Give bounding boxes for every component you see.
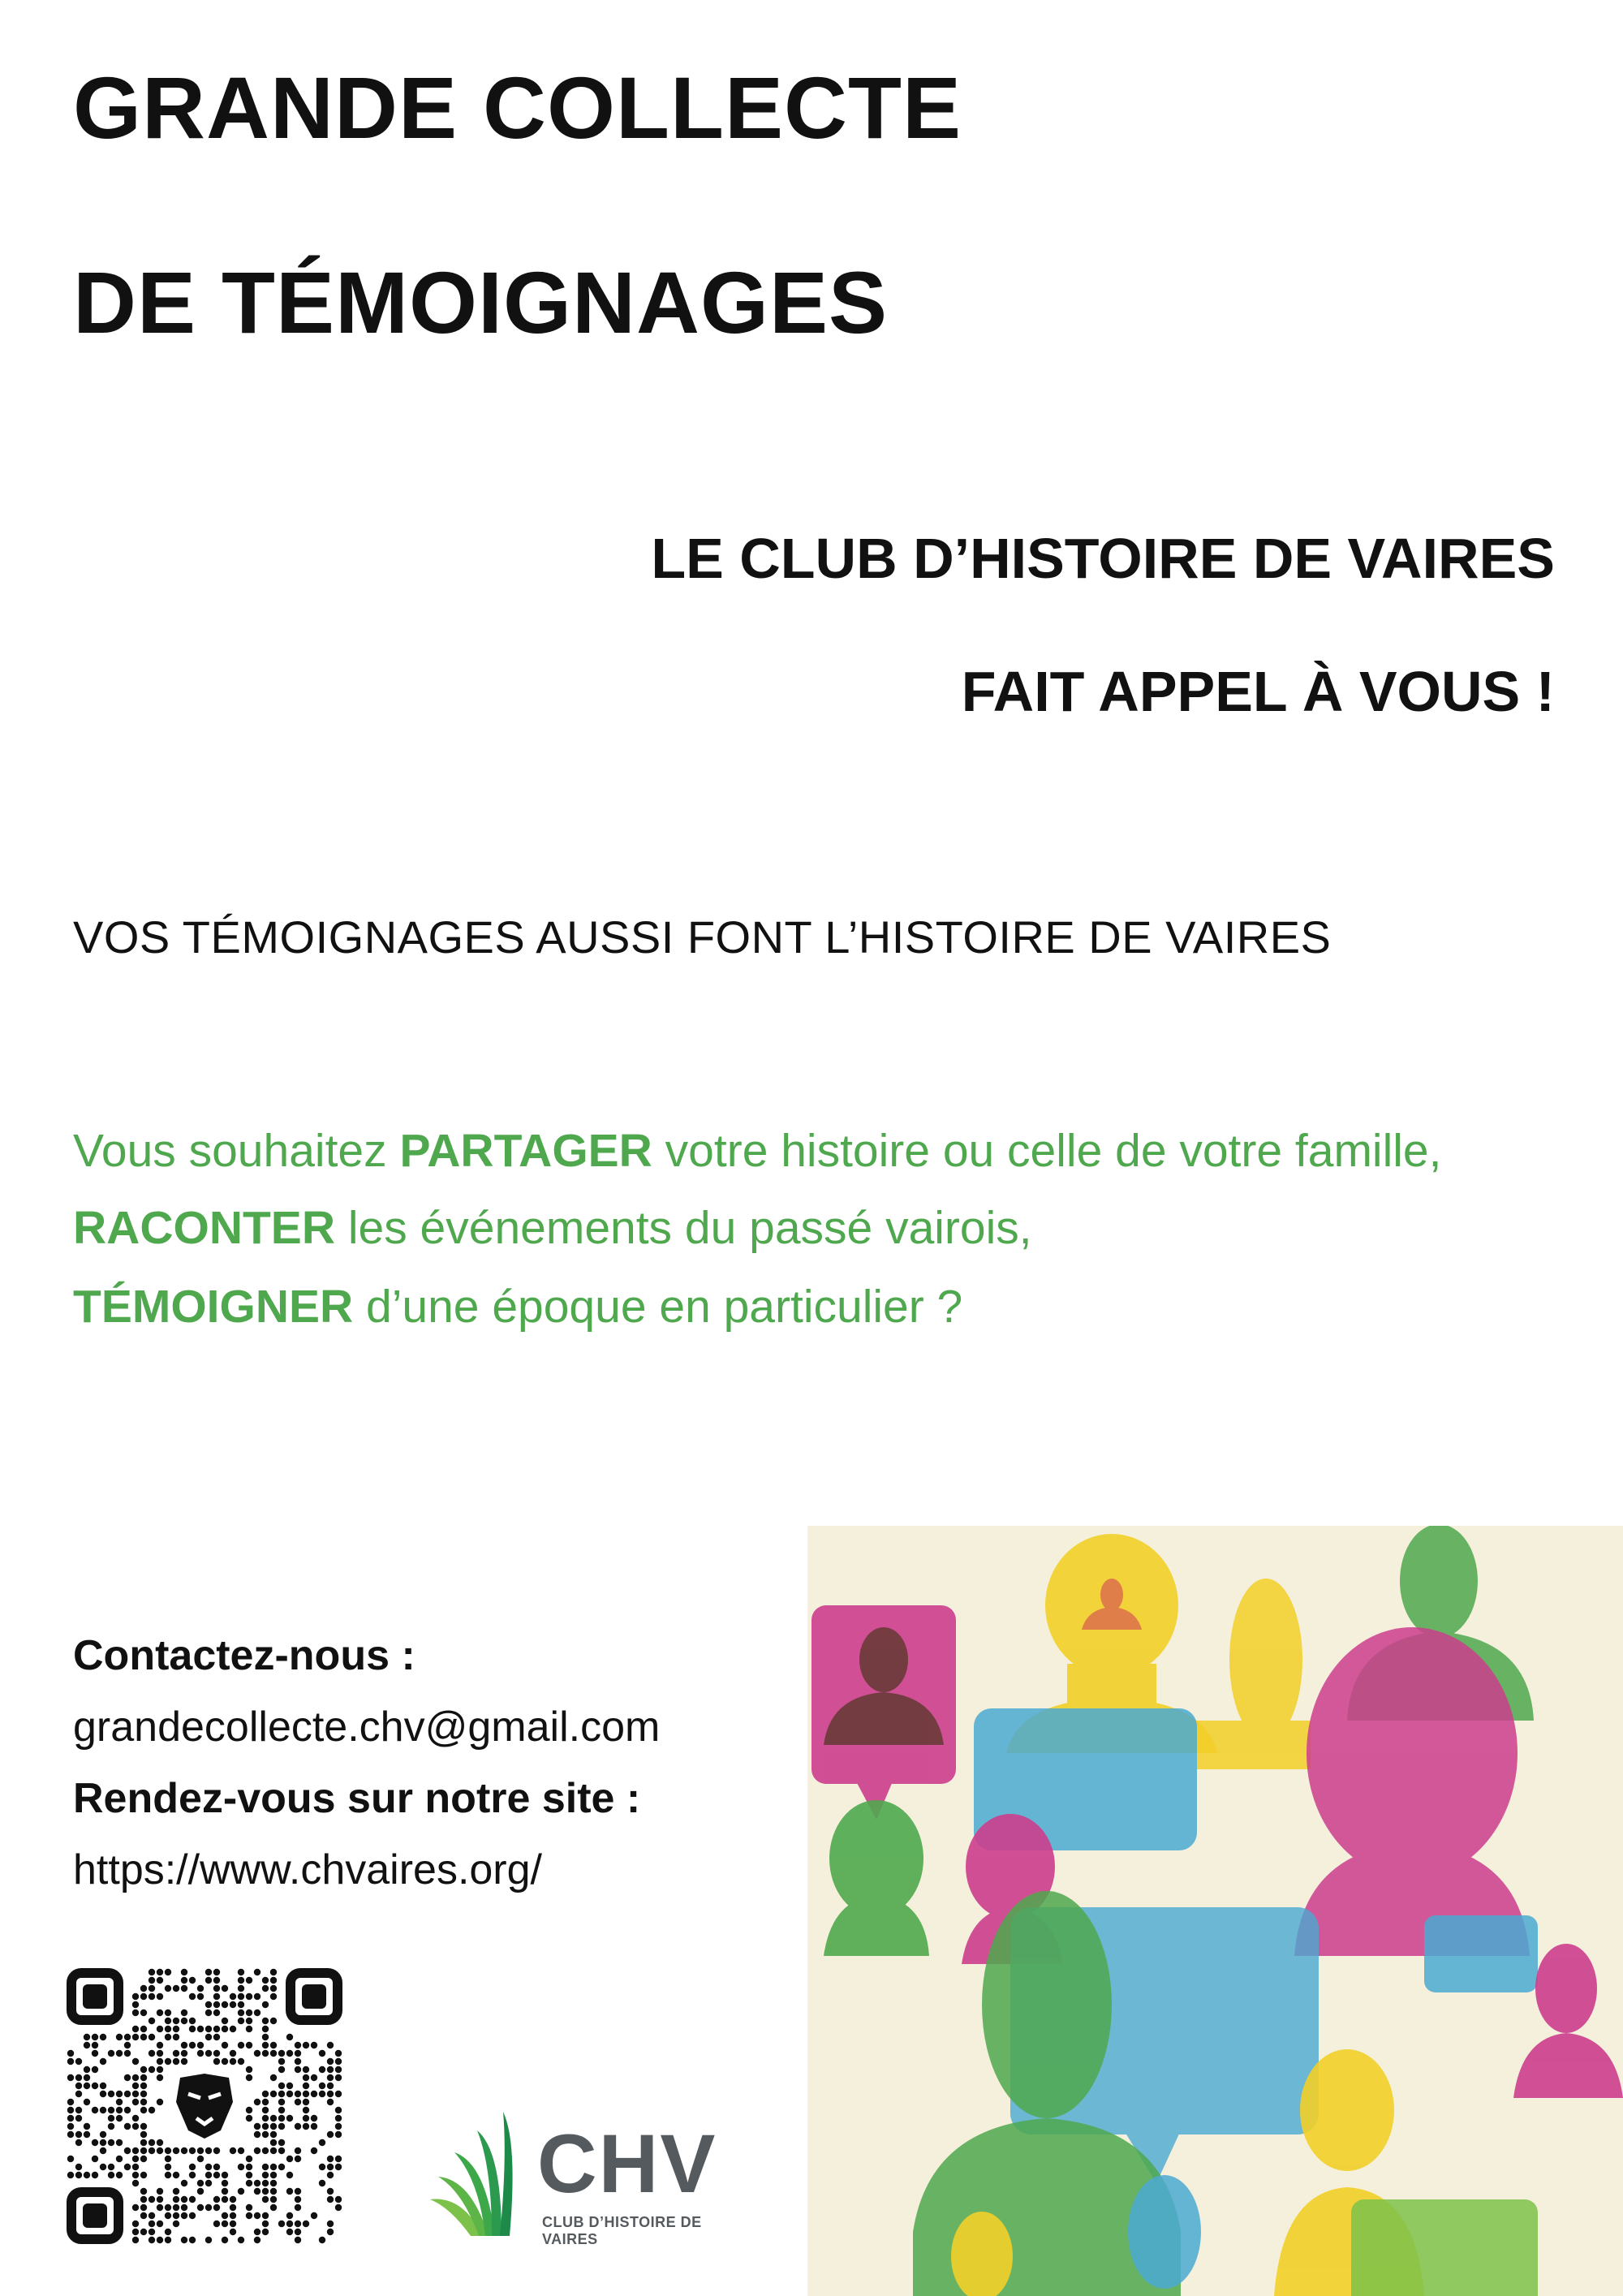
- site-heading: Rendez-vous sur notre site :: [73, 1775, 641, 1822]
- person-silhouette-blue-bottom: [1128, 2175, 1201, 2289]
- title-line-2: DE TÉMOIGNAGES: [73, 253, 889, 351]
- speech-bubble-blue-small: [1424, 1915, 1538, 1992]
- logo-full-name: CLUB D’HISTOIRE DE VAIRES: [542, 2214, 702, 2247]
- appeal-line-1: LE CLUB D’HISTOIRE DE VAIRES: [651, 527, 1555, 590]
- appeal-line-2: FAIT APPEL À VOUS !: [961, 660, 1555, 723]
- question-line-2: [73, 1201, 1032, 1255]
- speech-bubble-green-bottom: [1351, 2199, 1538, 2296]
- keyword-partager: PARTAGER: [399, 1125, 652, 1177]
- title-line-1: GRANDE COLLECTE: [73, 58, 962, 157]
- chv-logo: [414, 2102, 755, 2247]
- green-fan-icon: [414, 2102, 536, 2240]
- people-speech-illustration: [807, 1526, 1623, 2296]
- question-line-1-post: votre histoire ou celle de votre famille,: [652, 1125, 1442, 1177]
- tagline: VOS TÉMOIGNAGES AUSSI FONT L’HISTOIRE DE VAIRES: [73, 911, 1332, 963]
- contact-email[interactable]: grandecollecte.chv@gmail.com: [73, 1704, 661, 1751]
- question-line-3-post: d’une époque en particulier ?: [353, 1281, 963, 1333]
- lion-head-icon: [168, 2070, 241, 2143]
- keyword-temoigner: TÉMOIGNER: [73, 1281, 354, 1333]
- contact-heading: Contactez-nous :: [73, 1632, 415, 1679]
- question-line-1-pre: Vous souhaitez: [73, 1125, 400, 1177]
- question-line-2-post: les événements du passé vairois,: [335, 1202, 1032, 1254]
- person-silhouette-green-left: [824, 1800, 929, 1956]
- site-url[interactable]: https://www.chvaires.org/: [73, 1846, 542, 1893]
- person-silhouette-magenta-large: [1294, 1627, 1530, 1956]
- keyword-raconter: RACONTER: [73, 1202, 335, 1254]
- question-line-3: [73, 1280, 962, 1333]
- question-line-1: [73, 1124, 1441, 1178]
- qr-code[interactable]: [67, 1968, 342, 2244]
- logo-abbreviation: CHV: [537, 2117, 717, 2210]
